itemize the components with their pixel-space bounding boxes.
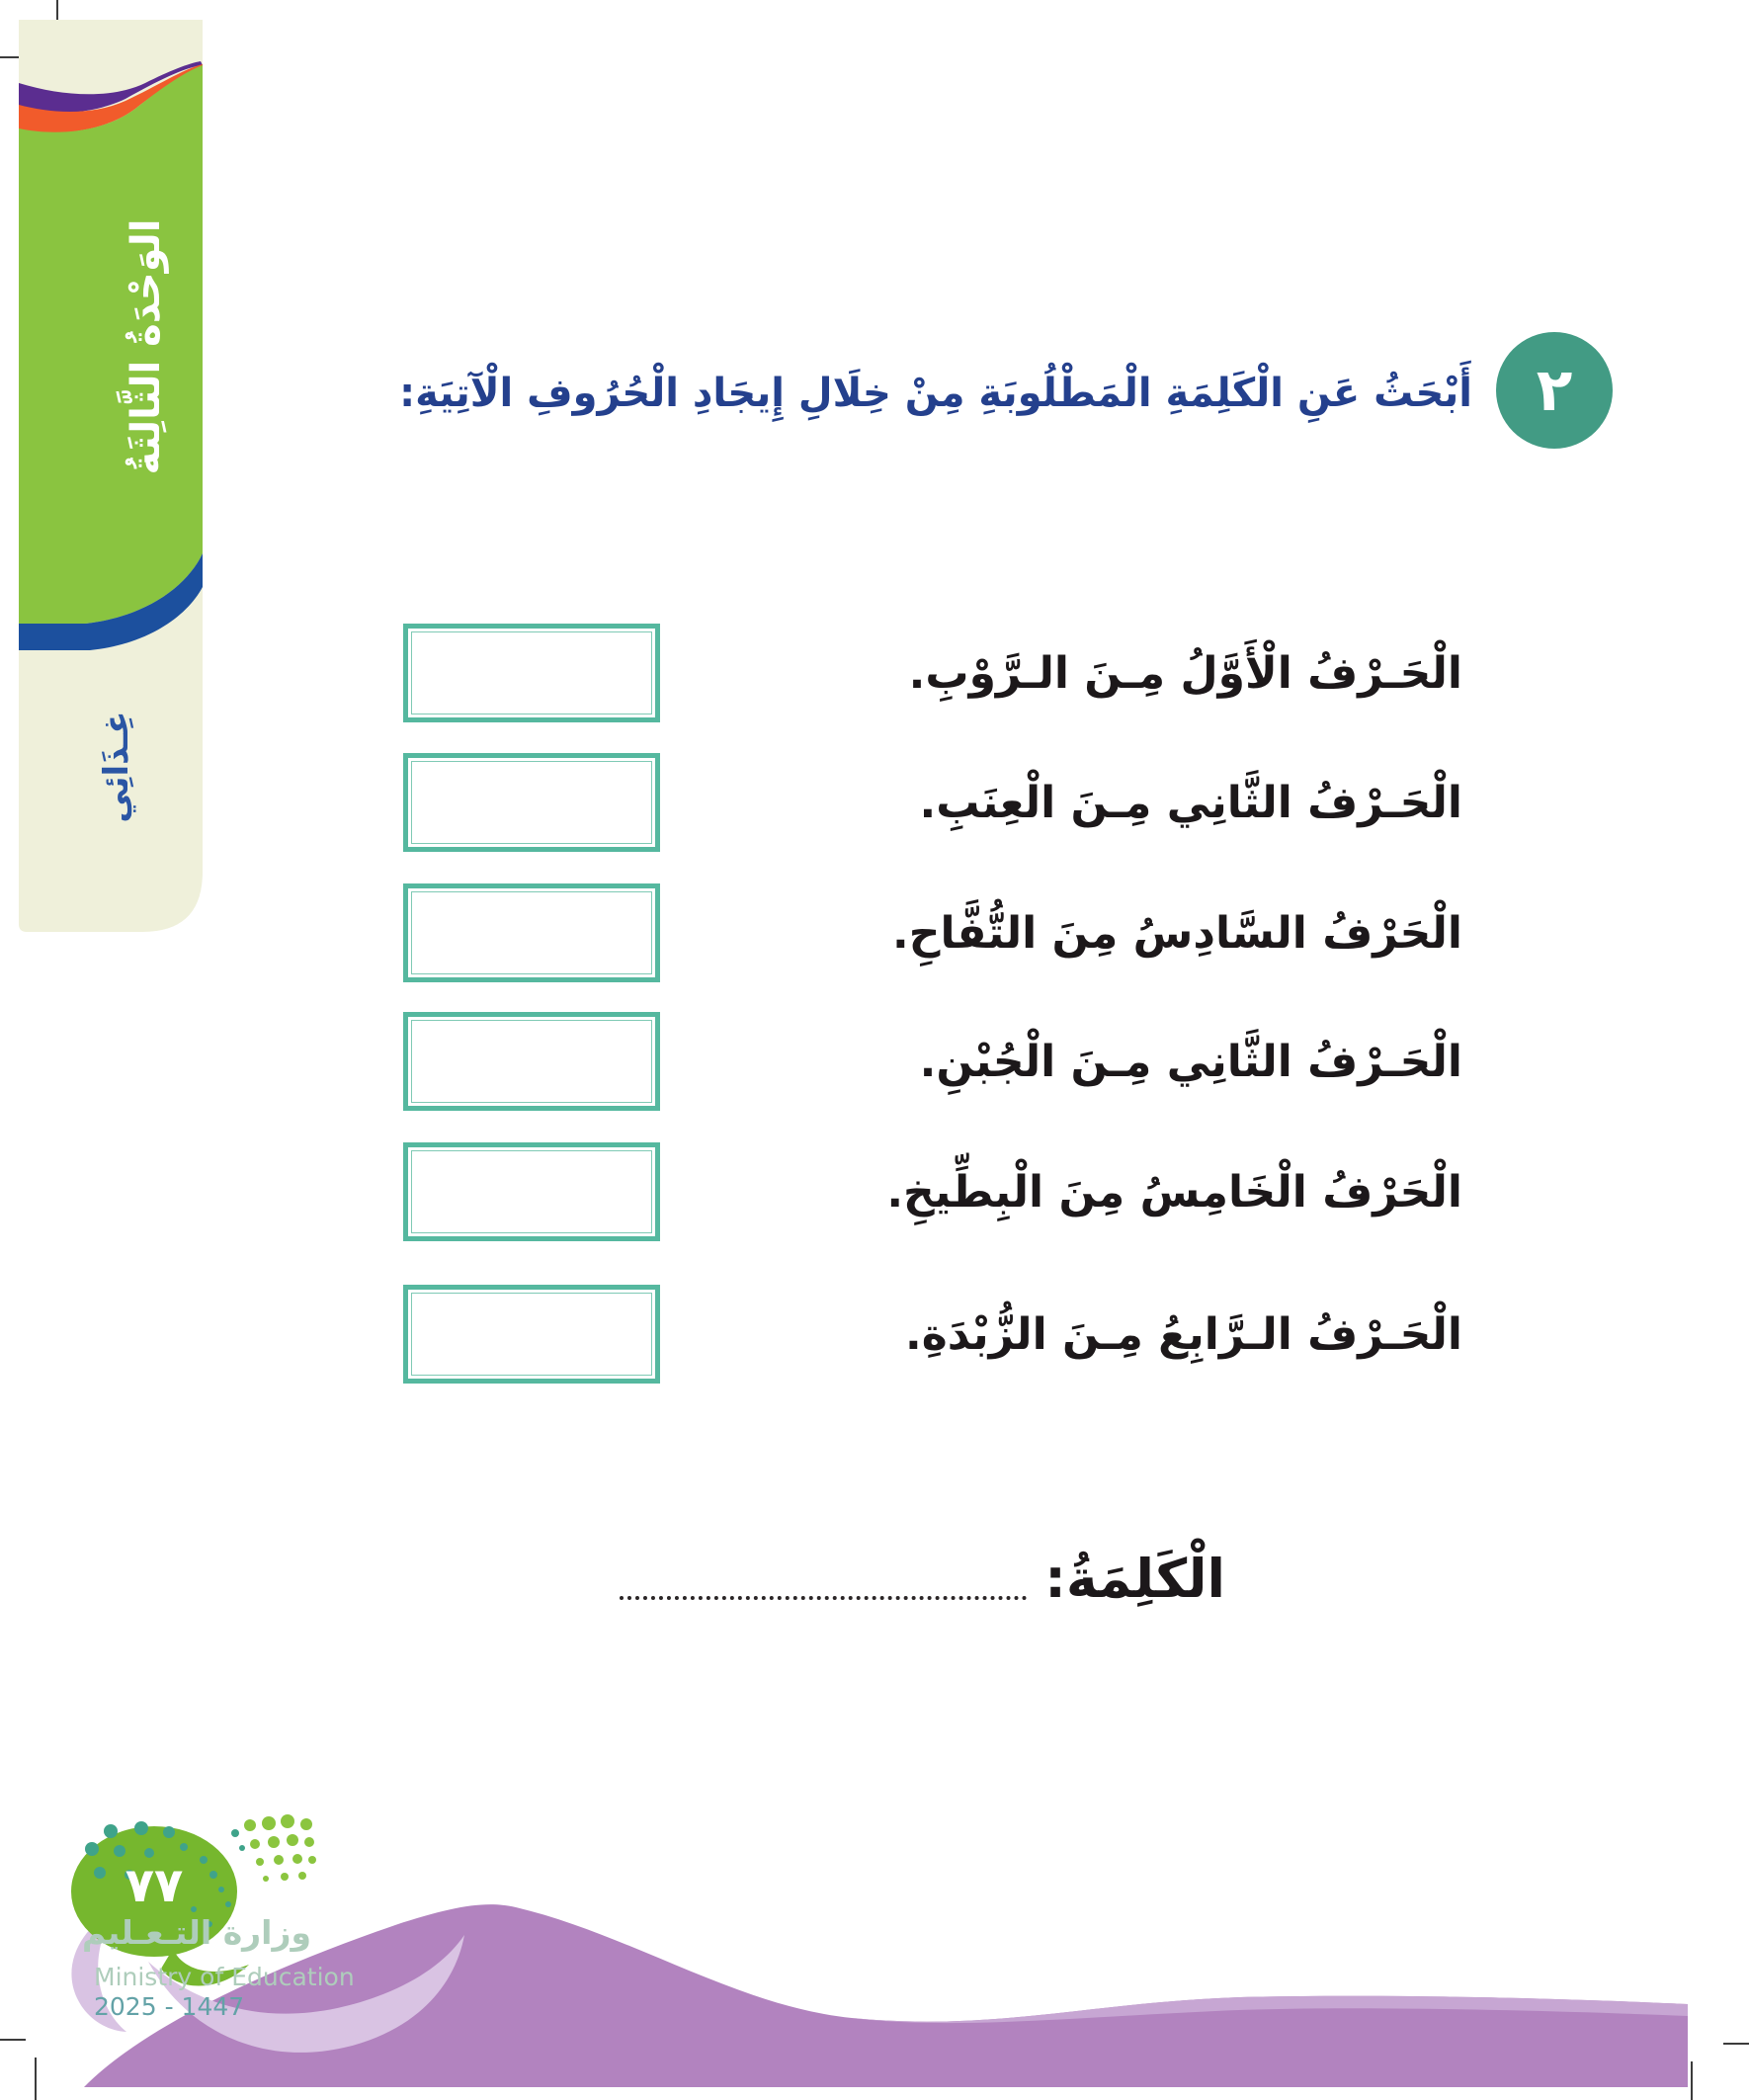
answer-box-1[interactable] [403,624,660,722]
answer-box-3[interactable] [403,883,660,982]
footer-artwork [0,1808,1749,2100]
answer-box-6[interactable] [403,1285,660,1384]
letter-prompt-2: الْحَـرْفُ الثَّانِي مِـنَ الْعِنَبِ. [919,777,1462,828]
word-label: الْكَلِمَةُ: [1044,1548,1225,1610]
letter-prompt-1: الْحَـرْفُ الْأَوَّلُ مِـنَ الـرَّوْبِ. [908,647,1462,699]
letter-row [403,618,1462,728]
exercise-number-badge: ٢ [1496,332,1613,449]
page-number: ٧٧ [125,1858,184,1913]
word-answer-line[interactable] [620,1549,1027,1600]
letter-prompt-6: الْحَـرْفُ الـرَّابِعُ مِـنَ الزُّبْدَةِ. [905,1308,1462,1360]
word-answer-row [620,1548,1225,1610]
letter-prompt-4: الْحَـرْفُ الثَّانِي مِـنَ الْجُبْنِ. [919,1036,1462,1087]
letter-row [403,1136,1462,1247]
letter-row [403,1006,1462,1117]
letter-row [403,1279,1462,1389]
ministry-logo-dot-grid [244,1814,316,1882]
ministry-name-arabic: وزارة التـعـليم [82,1913,311,1952]
sidebar-topic-label: غِـذَائِي [97,711,136,823]
answer-box-4[interactable] [403,1012,660,1111]
bottom-wave [84,1904,1688,2087]
letter-prompt-5: الْحَرْفُ الْخَامِسُ مِنَ الْبِطِّيخِ. [886,1166,1462,1218]
exercise-instruction: أَبْحَثُ عَنِ الْكَلِمَةِ الْمَطْلُوبَةِ مِنْ خِلَالِ إِيجَادِ الْحُرُوفِ الْآتِيَةِ: [399,371,1472,416]
exercise-header [399,332,1613,449]
answer-box-2[interactable] [403,753,660,852]
ministry-name-english: Ministry of Education [94,1963,355,1991]
edition-years: 2025 - 1447 [94,1992,245,2021]
answer-box-5[interactable] [403,1142,660,1241]
letter-row [403,747,1462,858]
sidebar-unit-label: الوَحْدَةُ الثَّالِثَةُ [124,218,169,475]
letter-prompt-3: الْحَرْفُ السَّادِسُ مِنَ التُّفَّاحِ. [892,907,1462,959]
letter-row [403,878,1462,988]
